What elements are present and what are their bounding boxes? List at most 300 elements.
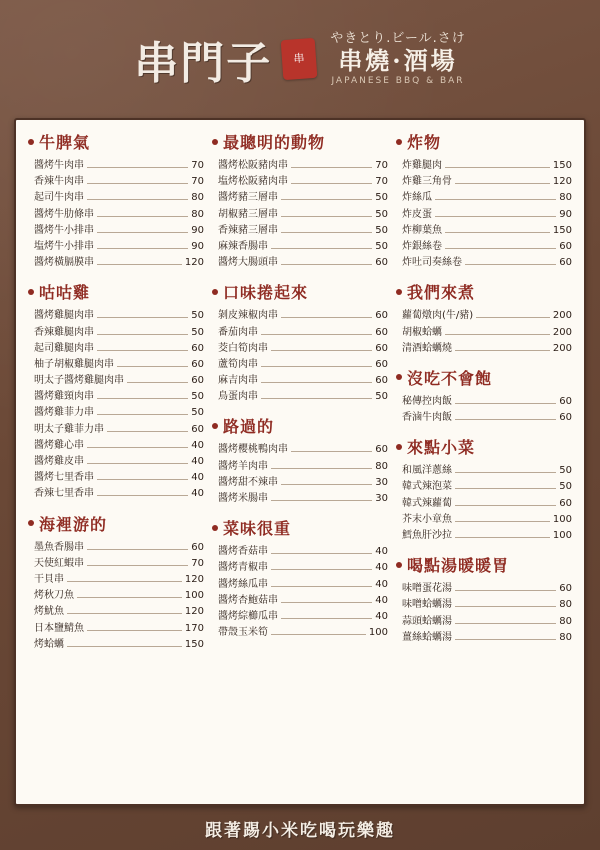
menu-item-price: 80 [559,615,572,627]
menu-item-name: 香辣豬三層串 [218,224,278,236]
menu-item-price: 80 [559,192,572,204]
brand-cn-line: 串燒·酒場 [338,45,458,75]
leader-line [281,484,372,485]
menu-item-price: 60 [559,257,572,269]
menu-item-row [212,577,388,593]
menu-item-row [28,540,204,556]
menu-item-price: 30 [375,476,388,488]
leader-line [87,199,188,200]
menu-item-price: 40 [191,439,204,451]
menu-item-price: 60 [375,257,388,269]
menu-item-price: 50 [375,192,388,204]
menu-item-row [28,190,204,206]
menu-section [28,280,204,502]
menu-item-name: 胡椒豬三層串 [218,208,278,220]
leader-line [455,488,556,489]
menu-columns [28,130,572,798]
menu-item-price: 80 [559,599,572,611]
menu-item-price: 50 [375,391,388,403]
menu-item-price: 60 [375,358,388,370]
menu-item-price: 50 [191,326,204,338]
menu-item-row [28,255,204,271]
leader-line [445,167,550,168]
section-items [212,308,388,405]
section-title [28,512,204,535]
menu-item-name: 醬烤香菇串 [218,546,268,558]
menu-section [212,280,388,405]
section-title-label: 我們來煮 [407,283,476,303]
bullet-dot-icon [396,374,402,380]
menu-item-name: 醬烤牛小排串 [34,224,94,236]
menu-item-row [396,528,572,544]
menu-item-name: 炸吐司奏絲卷 [402,257,462,269]
leader-line [435,216,556,217]
menu-item-name: 醬烤七里香串 [34,472,94,484]
menu-item-price: 70 [191,557,204,569]
leader-line [445,248,556,249]
leader-line [87,463,188,464]
menu-item-price: 150 [184,638,204,650]
leader-line [291,183,372,184]
menu-section [212,130,388,271]
menu-item-name: 醬烤米腸串 [218,493,268,504]
menu-item-price: 200 [552,310,572,322]
menu-item-name: 起司牛肉串 [34,192,84,204]
leader-line [271,350,372,351]
menu-item-price: 120 [552,176,572,188]
menu-item-row [28,405,204,421]
menu-item-name: 麻吉肉串 [218,375,258,387]
leader-line [97,264,182,265]
menu-item-row [28,239,204,255]
menu-section [396,366,572,426]
leader-line [97,350,188,351]
menu-item-name: 香滷牛肉飯 [402,412,452,424]
section-title [396,553,572,576]
menu-item-row [396,394,572,410]
leader-line [271,586,372,587]
menu-item-price: 60 [375,444,388,456]
menu-item-row [212,239,388,255]
leader-line [455,403,556,404]
leader-line [67,581,182,582]
section-title-label: 牛脾氣 [39,133,91,152]
leader-line [455,183,550,184]
menu-item-price: 70 [191,160,204,171]
menu-item-price: 50 [191,407,204,419]
leader-line [281,216,372,217]
menu-item-row [396,581,572,597]
menu-item-row [212,625,388,641]
menu-item-name: 烤蛤蠣 [34,638,64,650]
menu-item-name: 味噌蛤蠣湯 [402,599,452,611]
menu-section [396,435,572,544]
menu-item-name: 醬烤櫻桃鴨肉串 [218,444,288,456]
menu-section [212,516,388,641]
menu-item-name: 日本鹽鯖魚 [34,622,84,634]
menu-item-name: 胡椒蛤蠣 [402,326,442,338]
menu-item-row [396,597,572,613]
menu-item-row [212,593,388,609]
menu-item-name: 醬烤杏鮑菇串 [218,594,278,606]
menu-item-name: 醬烤雞菲力串 [34,407,94,419]
menu-item-name: 番茄肉串 [218,326,258,338]
leader-line [455,639,556,640]
menu-item-name: 韓式辣泡菜 [402,481,452,493]
menu-item-row [28,223,204,239]
leader-line [97,479,188,480]
leader-line [97,317,188,318]
leader-line [261,398,372,399]
section-items [212,442,388,507]
leader-line [271,248,372,249]
leader-line [87,565,188,566]
leader-line [97,414,188,415]
menu-item-price: 40 [375,578,388,590]
menu-header [0,0,600,118]
menu-item-row [212,190,388,206]
leader-line [455,606,556,607]
leader-line [281,618,372,619]
menu-item-row [28,373,204,389]
section-title-label: 沒吃不會飽 [407,368,493,388]
menu-item-name: 醬烤大腸頭串 [218,257,278,269]
menu-item-name: 醬烤羊肉串 [218,460,268,472]
menu-item-name: 醬烤雞心串 [34,439,84,451]
menu-item-name: 醬烤青椒串 [218,562,268,574]
menu-item-price: 100 [552,530,572,541]
menu-item-row [212,389,388,405]
menu-item-row [396,630,572,646]
menu-item-price: 60 [375,342,388,354]
section-items [396,158,572,271]
menu-item-row [28,422,204,438]
menu-item-row [212,609,388,625]
menu-item-row [396,410,572,426]
menu-item-price: 50 [191,310,204,322]
menu-item-row [212,223,388,239]
menu-item-row [28,637,204,653]
bullet-dot-icon [396,444,402,450]
section-items [212,158,388,271]
section-items [212,544,388,641]
menu-item-name: 帶殼玉米筍 [218,627,268,639]
menu-item-name: 茭白筍肉串 [218,342,268,354]
menu-item-name: 薑絲蛤蠣湯 [402,631,452,643]
menu-item-name: 炸銀絲卷 [402,240,442,252]
menu-card [14,118,586,806]
leader-line [476,317,550,318]
menu-item-row [396,479,572,495]
menu-item-name: 干貝串 [34,573,64,585]
section-items [396,463,572,544]
leader-line [261,366,372,367]
menu-item-price: 50 [375,240,388,252]
menu-item-row [396,255,572,271]
menu-item-row [28,454,204,470]
menu-item-name: 香辣七里香串 [34,488,94,500]
menu-item-price: 60 [559,412,572,424]
menu-item-name: 明太子雞菲力串 [34,423,104,435]
section-title [212,414,388,437]
leader-line [67,646,182,647]
menu-item-name: 麻辣香腸串 [218,240,268,252]
menu-item-price: 50 [375,224,388,236]
menu-item-name: 醬烤絲瓜串 [218,578,268,590]
menu-item-row [212,442,388,458]
menu-item-row [28,556,204,572]
menu-item-name: 炸雞腿肉 [402,160,442,171]
menu-item-row [396,158,572,174]
leader-line [271,553,372,554]
menu-item-price: 40 [375,594,388,606]
leader-line [87,167,188,168]
menu-item-name: 香辣牛肉串 [34,176,84,188]
section-items [28,540,204,653]
menu-item-name: 秘傳控肉飯 [402,395,452,407]
menu-item-row [396,341,572,357]
section-title [396,280,572,303]
leader-line [87,183,188,184]
menu-item-row [28,621,204,637]
menu-item-price: 60 [191,358,204,370]
menu-item-price: 40 [375,562,388,574]
leader-line [455,505,556,506]
section-title-label: 來點小菜 [407,438,476,458]
bullet-dot-icon [396,139,402,145]
menu-item-row [396,207,572,223]
menu-item-name: 韓式辣蘿蔔 [402,497,452,509]
brand-jp-line: やきとり.ビール.さけ [330,30,466,46]
section-title-label: 路過的 [223,417,275,437]
menu-item-name: 醬烤橫膈膜串 [34,257,94,269]
menu-item-price: 60 [191,375,204,387]
menu-item-row [396,463,572,479]
menu-item-price: 60 [559,240,572,252]
menu-item-row [28,341,204,357]
bullet-dot-icon [212,423,218,429]
menu-section [396,553,572,646]
section-title-label: 菜味很重 [223,519,292,539]
leader-line [271,634,366,635]
menu-item-row [212,357,388,373]
menu-item-price: 70 [375,176,388,188]
leader-line [271,569,372,570]
menu-item-price: 50 [559,465,572,477]
menu-item-price: 150 [552,160,572,171]
bullet-dot-icon [28,139,34,145]
menu-item-name: 鳥蛋肉串 [218,391,258,403]
menu-item-name: 醬烤雞頸肉串 [34,391,94,403]
leader-line [271,500,372,501]
bullet-dot-icon [396,289,402,295]
leader-line [445,232,550,233]
menu-item-price: 120 [184,257,204,269]
menu-item-row [212,475,388,491]
menu-item-row [28,604,204,620]
menu-item-row [28,325,204,341]
menu-item-name: 芥末小章魚 [402,513,452,525]
section-title [212,130,388,153]
section-title [396,366,572,389]
menu-item-row [28,572,204,588]
menu-item-name: 醬烤綜櫛瓜串 [218,610,278,622]
footer-text: 跟著踢小米吃喝玩樂趣 [205,820,395,841]
menu-item-name: 天使紅蝦串 [34,557,84,569]
menu-item-row [212,207,388,223]
menu-item-name: 烤秋刀魚 [34,590,74,602]
leader-line [107,431,188,432]
menu-item-name: 炸柳葉魚 [402,224,442,236]
menu-item-price: 40 [191,456,204,467]
menu-item-name: 醬烤牛肉串 [34,160,84,171]
menu-item-row [396,614,572,630]
leader-line [455,537,550,538]
leader-line [455,590,556,591]
menu-item-price: 60 [559,395,572,407]
menu-column [212,130,388,798]
menu-item-price: 40 [375,546,388,558]
menu-item-price: 40 [191,488,204,500]
leader-line [87,630,182,631]
section-items [28,308,204,502]
leader-line [445,334,550,335]
menu-item-row [28,174,204,190]
menu-item-row [212,373,388,389]
menu-item-row [212,174,388,190]
section-items [396,394,572,426]
menu-item-name: 炸皮蛋 [402,208,432,220]
menu-item-price: 60 [191,541,204,553]
menu-item-name: 剝皮辣椒肉串 [218,310,278,322]
menu-item-price: 90 [559,208,572,220]
menu-section [396,280,572,357]
section-title [212,516,388,539]
leader-line [97,398,188,399]
menu-item-price: 50 [375,208,388,220]
brand-subtitle-group [330,32,466,87]
menu-item-row [28,438,204,454]
menu-item-row [212,544,388,560]
menu-item-price: 80 [191,208,204,220]
menu-item-row [212,491,388,507]
menu-item-price: 80 [559,631,572,643]
menu-footer [0,806,600,850]
menu-item-row [28,470,204,486]
menu-item-row [28,357,204,373]
menu-item-row [396,325,572,341]
menu-item-price: 70 [375,160,388,171]
section-title [28,280,204,303]
leader-line [281,317,372,318]
menu-section [212,414,388,507]
menu-item-name: 醬烤牛肋條串 [34,208,94,220]
menu-item-price: 60 [191,423,204,435]
menu-section [28,130,204,271]
menu-item-row [396,190,572,206]
menu-item-price: 100 [184,590,204,602]
section-title-label: 口味捲起來 [223,283,309,303]
menu-item-price: 60 [375,375,388,387]
leader-line [87,447,188,448]
menu-item-name: 清酒蛤蠣燒 [402,342,452,354]
menu-item-name: 墨魚香腸串 [34,541,84,553]
menu-item-price: 70 [191,176,204,188]
leader-line [281,264,372,265]
leader-line [261,334,372,335]
section-title-label: 炸物 [407,133,442,152]
section-title [396,435,572,458]
menu-column [396,130,572,798]
leader-line [455,521,550,522]
section-items [396,308,572,357]
bullet-dot-icon [212,525,218,531]
menu-item-price: 60 [191,342,204,354]
menu-item-row [212,341,388,357]
menu-item-row [212,459,388,475]
menu-section [28,512,204,653]
menu-item-row [28,158,204,174]
bullet-dot-icon [212,139,218,145]
menu-item-name: 蘆筍肉串 [218,358,258,370]
brand-logo [134,27,316,91]
menu-item-name: 鱈魚肝沙拉 [402,530,452,541]
leader-line [97,216,188,217]
leader-line [291,451,372,452]
menu-item-row [28,588,204,604]
leader-line [455,350,550,351]
menu-item-row [28,486,204,502]
menu-item-price: 200 [552,342,572,354]
section-title-label: 海裡游的 [39,514,108,534]
menu-item-price: 90 [191,224,204,236]
menu-item-price: 200 [552,326,572,338]
menu-item-price: 90 [191,240,204,252]
leader-line [435,199,556,200]
leader-line [77,597,182,598]
leader-line [117,366,188,367]
section-title-label: 咕咕雞 [39,283,91,303]
menu-item-price: 40 [375,610,388,622]
menu-item-price: 60 [559,583,572,595]
leader-line [67,613,182,614]
menu-section [396,130,572,271]
menu-item-name: 醬烤松阪豬肉串 [218,160,288,171]
menu-item-name: 和風洋蔥絲 [402,465,452,477]
menu-item-name: 炸雞三角骨 [402,176,452,188]
leader-line [465,264,556,265]
menu-item-row [212,255,388,271]
section-items [396,581,572,646]
section-title-label: 最聰明的動物 [223,133,326,152]
menu-item-price: 60 [559,497,572,509]
menu-item-name: 起司雞腿肉串 [34,342,94,354]
leader-line [281,232,372,233]
menu-item-price: 120 [184,606,204,618]
menu-item-name: 塩烤松阪豬肉串 [218,176,288,188]
bullet-dot-icon [28,289,34,295]
leader-line [97,232,188,233]
section-items [28,158,204,271]
menu-item-row [212,325,388,341]
menu-item-price: 50 [191,391,204,403]
menu-item-price: 100 [368,627,388,639]
leader-line [97,334,188,335]
menu-item-name: 烤魷魚 [34,606,64,618]
menu-item-name: 香辣雞腿肉串 [34,326,94,338]
menu-item-name: 醬烤豬三層串 [218,192,278,204]
menu-item-name: 醬烤雞皮串 [34,456,84,467]
